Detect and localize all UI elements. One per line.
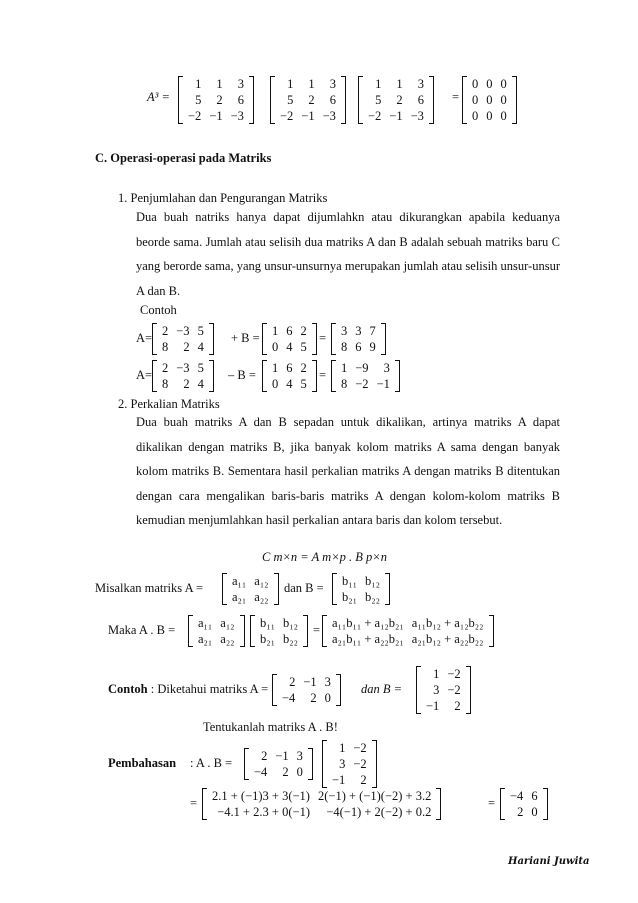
matrix-cell: 0 (531, 805, 538, 819)
matrix-cell: 1 (272, 361, 279, 375)
matrix-cell: 5 (287, 93, 294, 107)
maka-result-matrix (322, 615, 494, 647)
matrix-table (194, 615, 239, 647)
matrix-cell: 1 (308, 77, 315, 91)
sum-matrix-b (262, 323, 317, 355)
matrix-cell: 6 (417, 93, 424, 107)
matrix-cell: b₂₂ (364, 590, 380, 604)
matrix-table (468, 76, 511, 124)
matrix-cell: −2 (447, 667, 461, 681)
matrix-table (158, 323, 208, 355)
matrix-cell: 9 (369, 340, 376, 354)
contoh-question: Tentukanlah matriks A . B! (203, 720, 338, 734)
matrix-table (506, 788, 542, 820)
matrix-cell: 3 (324, 675, 331, 689)
matrix-cell: a₁₂ (220, 616, 235, 630)
matrix-cell: b₁₂ (364, 574, 380, 588)
matrix-cell: −4 (510, 789, 524, 803)
contoh-line (108, 682, 268, 697)
matrix-cell: 8 (162, 340, 169, 354)
matrix-cell: 7 (369, 324, 376, 338)
misalkan-matrix-a (222, 573, 279, 605)
sum-a-label: A= (136, 331, 153, 345)
matrix-table (338, 573, 384, 605)
matrix-cell: −4 (254, 765, 268, 779)
matrix-cell: a₂₂ (254, 590, 269, 604)
a3-matrix-3 (358, 76, 434, 124)
matrix-cell: 0 (272, 377, 279, 391)
matrix-table (158, 360, 208, 392)
matrix-table (250, 748, 307, 780)
matrix-cell: 2 (360, 773, 367, 787)
matrix-cell: b₁₁ (260, 616, 275, 630)
matrix-cell: 0 (486, 109, 493, 123)
matrix-cell: −3 (410, 109, 424, 123)
pembahasan-work-matrix (202, 788, 441, 820)
matrix-cell: 2 (216, 93, 223, 107)
diff-matrix-a (152, 360, 214, 392)
footer-signature: Hariani Juwita (508, 856, 590, 867)
matrix-cell: 3 (237, 77, 244, 91)
matrix-cell: a₂₁ (198, 632, 213, 646)
matrix-cell: a₂₁b₁₁ + a₂₂b₂₁ (332, 632, 404, 646)
pembahasan-matrix-b (322, 740, 377, 788)
matrix-cell: 2(−1) + (−1)(−2) + 3.2 (317, 789, 432, 803)
maka-matrix-a (188, 615, 245, 647)
matrix-cell: 4 (197, 340, 204, 354)
a3-equals: = (452, 90, 460, 104)
matrix-cell: 3 (296, 749, 303, 763)
matrix-cell: 3 (433, 683, 440, 697)
matrix-cell: 0 (472, 77, 479, 91)
matrix-cell: 2 (261, 749, 268, 763)
matrix-cell: a₂₁b₁₂ + a₂₂b₂₂ (411, 632, 484, 646)
matrix-cell: 1 (195, 77, 202, 91)
a3-matrix-1 (178, 76, 254, 124)
matrix-cell: −3 (176, 361, 190, 375)
matrix-cell: −1 (376, 377, 390, 391)
matrix-cell: 6 (237, 93, 244, 107)
matrix-cell: 8 (162, 377, 169, 391)
matrix-cell: −1 (209, 109, 223, 123)
matrix-cell: 5 (197, 361, 204, 375)
matrix-cell: 2 (300, 361, 307, 375)
matrix-table (328, 615, 488, 647)
matrix-table (337, 323, 380, 355)
matrix-cell: b₂₁ (260, 632, 275, 646)
contoh-dan: dan B = (361, 682, 403, 696)
matrix-cell: −1 (426, 699, 440, 713)
matrix-cell: −1 (389, 109, 403, 123)
matrix-cell: −2 (355, 377, 369, 391)
matrix-cell: b₁₂ (282, 616, 298, 630)
matrix-cell: −2 (353, 741, 367, 755)
matrix-table (228, 573, 273, 605)
matrix-table (184, 76, 248, 124)
matrix-cell: −2 (447, 683, 461, 697)
matrix-table (337, 360, 394, 392)
matrix-cell: 4 (286, 377, 293, 391)
misalkan-matrix-b (332, 573, 390, 605)
matrix-cell: 1 (341, 361, 348, 375)
matrix-cell: 2 (289, 675, 296, 689)
diff-op: – B = (228, 368, 256, 382)
matrix-cell: −3 (230, 109, 244, 123)
matrix-cell: b₁₁ (342, 574, 357, 588)
matrix-cell: −1 (303, 675, 317, 689)
matrix-cell: 2 (310, 691, 317, 705)
matrix-cell: a₁₂ (254, 574, 269, 588)
matrix-cell: 5 (300, 377, 307, 391)
matrix-cell: 2 (454, 699, 461, 713)
matrix-cell: 5 (197, 324, 204, 338)
matrix-cell: b₂₁ (342, 590, 357, 604)
matrix-cell: −2 (353, 757, 367, 771)
sum-equals: = (319, 331, 327, 345)
matrix-cell: 8 (341, 377, 348, 391)
matrix-cell: 2 (162, 361, 169, 375)
matrix-cell: 5 (300, 340, 307, 354)
matrix-cell: 3 (417, 77, 424, 91)
item1-paragraph: Dua buah natriks hanya dapat dijumlahkn atau dikurangkan apabila keduanya beorde sama. Jumlah atau selisih dua matriks A dan B adalah sebuah matriks baru C yang berorde sama, yang unsur-unsurnya merupakan jumlah atau selisih unsur-unsur A dan B. (136, 210, 560, 298)
pembahasan-matrix-a (244, 748, 313, 780)
diff-a-label: A= (136, 368, 153, 382)
diff-result-matrix (331, 360, 400, 392)
matrix-cell: 0 (472, 93, 479, 107)
matrix-table (364, 76, 428, 124)
matrix-cell: 0 (500, 109, 507, 123)
matrix-table (422, 666, 465, 714)
maka-equals: = (313, 623, 321, 637)
sum-result-matrix (331, 323, 386, 355)
matrix-cell: −2 (280, 109, 294, 123)
contoh-text: : Diketahui matriks A = (147, 682, 269, 696)
matrix-cell: −3 (322, 109, 336, 123)
matrix-cell: 3 (339, 757, 346, 771)
contoh-matrix-a (272, 674, 341, 706)
matrix-table (328, 740, 371, 788)
matrix-table (268, 323, 311, 355)
matrix-cell: 0 (272, 340, 279, 354)
matrix-cell: 2 (282, 765, 289, 779)
product-formula: C m×n = A m×p . B p×n (262, 550, 387, 564)
matrix-cell: 1 (339, 741, 346, 755)
pembahasan-result-matrix (500, 788, 548, 820)
matrix-cell: 1 (433, 667, 440, 681)
matrix-cell: 6 (329, 93, 336, 107)
matrix-table (278, 674, 335, 706)
example-label: Contoh (140, 303, 177, 317)
matrix-cell: a₁₁b₁₁ + a₁₂b₂₁ (332, 616, 404, 630)
matrix-cell: 4 (286, 340, 293, 354)
matrix-table (268, 360, 311, 392)
matrix-cell: 6 (355, 340, 362, 354)
matrix-cell: 1 (216, 77, 223, 91)
item2-title: 2. Perkalian Matriks (118, 397, 220, 411)
misalkan-label: Misalkan matriks A = (95, 581, 204, 595)
matrix-cell: 1 (375, 77, 382, 91)
matrix-table (256, 615, 302, 647)
a3-result-matrix (462, 76, 517, 124)
matrix-cell: 6 (286, 361, 293, 375)
matrix-cell: 4 (197, 377, 204, 391)
matrix-cell: 0 (486, 77, 493, 91)
diff-equals: = (319, 368, 327, 382)
matrix-cell: −2 (368, 109, 382, 123)
matrix-cell: a₂₁ (232, 590, 247, 604)
matrix-cell: 2 (517, 805, 524, 819)
matrix-cell: a₁₁b₁₂ + a₁₂b₂₂ (411, 616, 484, 630)
matrix-cell: b₂₂ (282, 632, 298, 646)
matrix-cell: 3 (355, 324, 362, 338)
matrix-cell: 0 (500, 93, 507, 107)
matrix-cell: 0 (324, 691, 331, 705)
matrix-table (208, 788, 435, 820)
matrix-cell: −1 (275, 749, 289, 763)
matrix-table (276, 76, 340, 124)
contoh-label: Contoh (108, 682, 148, 696)
matrix-cell: 3 (341, 324, 348, 338)
item2-paragraph: Dua buah matriks A dan B sepadan untuk dikalikan, artinya matriks A dapat dikalikan dengan matriks B, jika banyak kolom matriks A sama dengan banyak kolom matriks B. Sementara hasil perkalian matriks A dengan matriks B ditentukan dengan cara mengalikan baris-baris matriks A dengan kolom-kolom matriks B kemudian menjumlahkan hasil perkalian antara baris dan kolom tersebut. (136, 415, 560, 527)
diff-matrix-b (262, 360, 317, 392)
matrix-cell: 5 (375, 93, 382, 107)
matrix-cell: −1 (301, 109, 315, 123)
pembahasan-text: : A . B = (190, 756, 233, 770)
matrix-cell: a₁₁ (232, 574, 247, 588)
maka-matrix-b (250, 615, 308, 647)
matrix-cell: 2.1 + (−1)3 + 3(−1) (212, 789, 310, 803)
matrix-cell: 0 (500, 77, 507, 91)
matrix-cell: −2 (188, 109, 202, 123)
sum-op: + B = (231, 331, 260, 345)
matrix-cell: 6 (286, 324, 293, 338)
matrix-cell: 2 (396, 93, 403, 107)
a3-lhs: A³ = (147, 90, 170, 104)
matrix-cell: 1 (272, 324, 279, 338)
matrix-cell: 2 (183, 340, 190, 354)
matrix-cell: 3 (329, 77, 336, 91)
matrix-cell: 5 (195, 93, 202, 107)
matrix-cell: −1 (332, 773, 346, 787)
section-c-heading: C. Operasi-operasi pada Matriks (95, 151, 272, 165)
contoh-matrix-b (416, 666, 471, 714)
matrix-cell: 0 (296, 765, 303, 779)
a3-matrix-2 (270, 76, 346, 124)
matrix-cell: −4.1 + 2.3 + 0(−1) (217, 805, 310, 819)
matrix-cell: a₁₁ (198, 616, 213, 630)
matrix-cell: 1 (396, 77, 403, 91)
matrix-cell: 2 (308, 93, 315, 107)
matrix-cell: −3 (176, 324, 190, 338)
maka-label: Maka A . B = (108, 623, 176, 637)
matrix-cell: 2 (300, 324, 307, 338)
misalkan-dan: dan B = (284, 581, 324, 595)
matrix-cell: 3 (383, 361, 390, 375)
matrix-cell: −4(−1) + 2(−2) + 0.2 (326, 805, 432, 819)
matrix-cell: 2 (162, 324, 169, 338)
matrix-cell: 1 (287, 77, 294, 91)
matrix-cell: −9 (355, 361, 369, 375)
matrix-cell: 8 (341, 340, 348, 354)
item1-title: 1. Penjumlahan dan Pengurangan Matriks (118, 191, 328, 205)
sum-matrix-a (152, 323, 214, 355)
matrix-cell: 2 (183, 377, 190, 391)
matrix-cell: 0 (472, 109, 479, 123)
matrix-cell: 0 (486, 93, 493, 107)
pembahasan-equals-1: = (190, 796, 198, 810)
matrix-cell: −4 (282, 691, 296, 705)
pembahasan-equals-2: = (488, 796, 496, 810)
matrix-cell: 6 (531, 789, 538, 803)
pembahasan-label: Pembahasan (108, 756, 177, 770)
matrix-cell: a₂₂ (220, 632, 235, 646)
